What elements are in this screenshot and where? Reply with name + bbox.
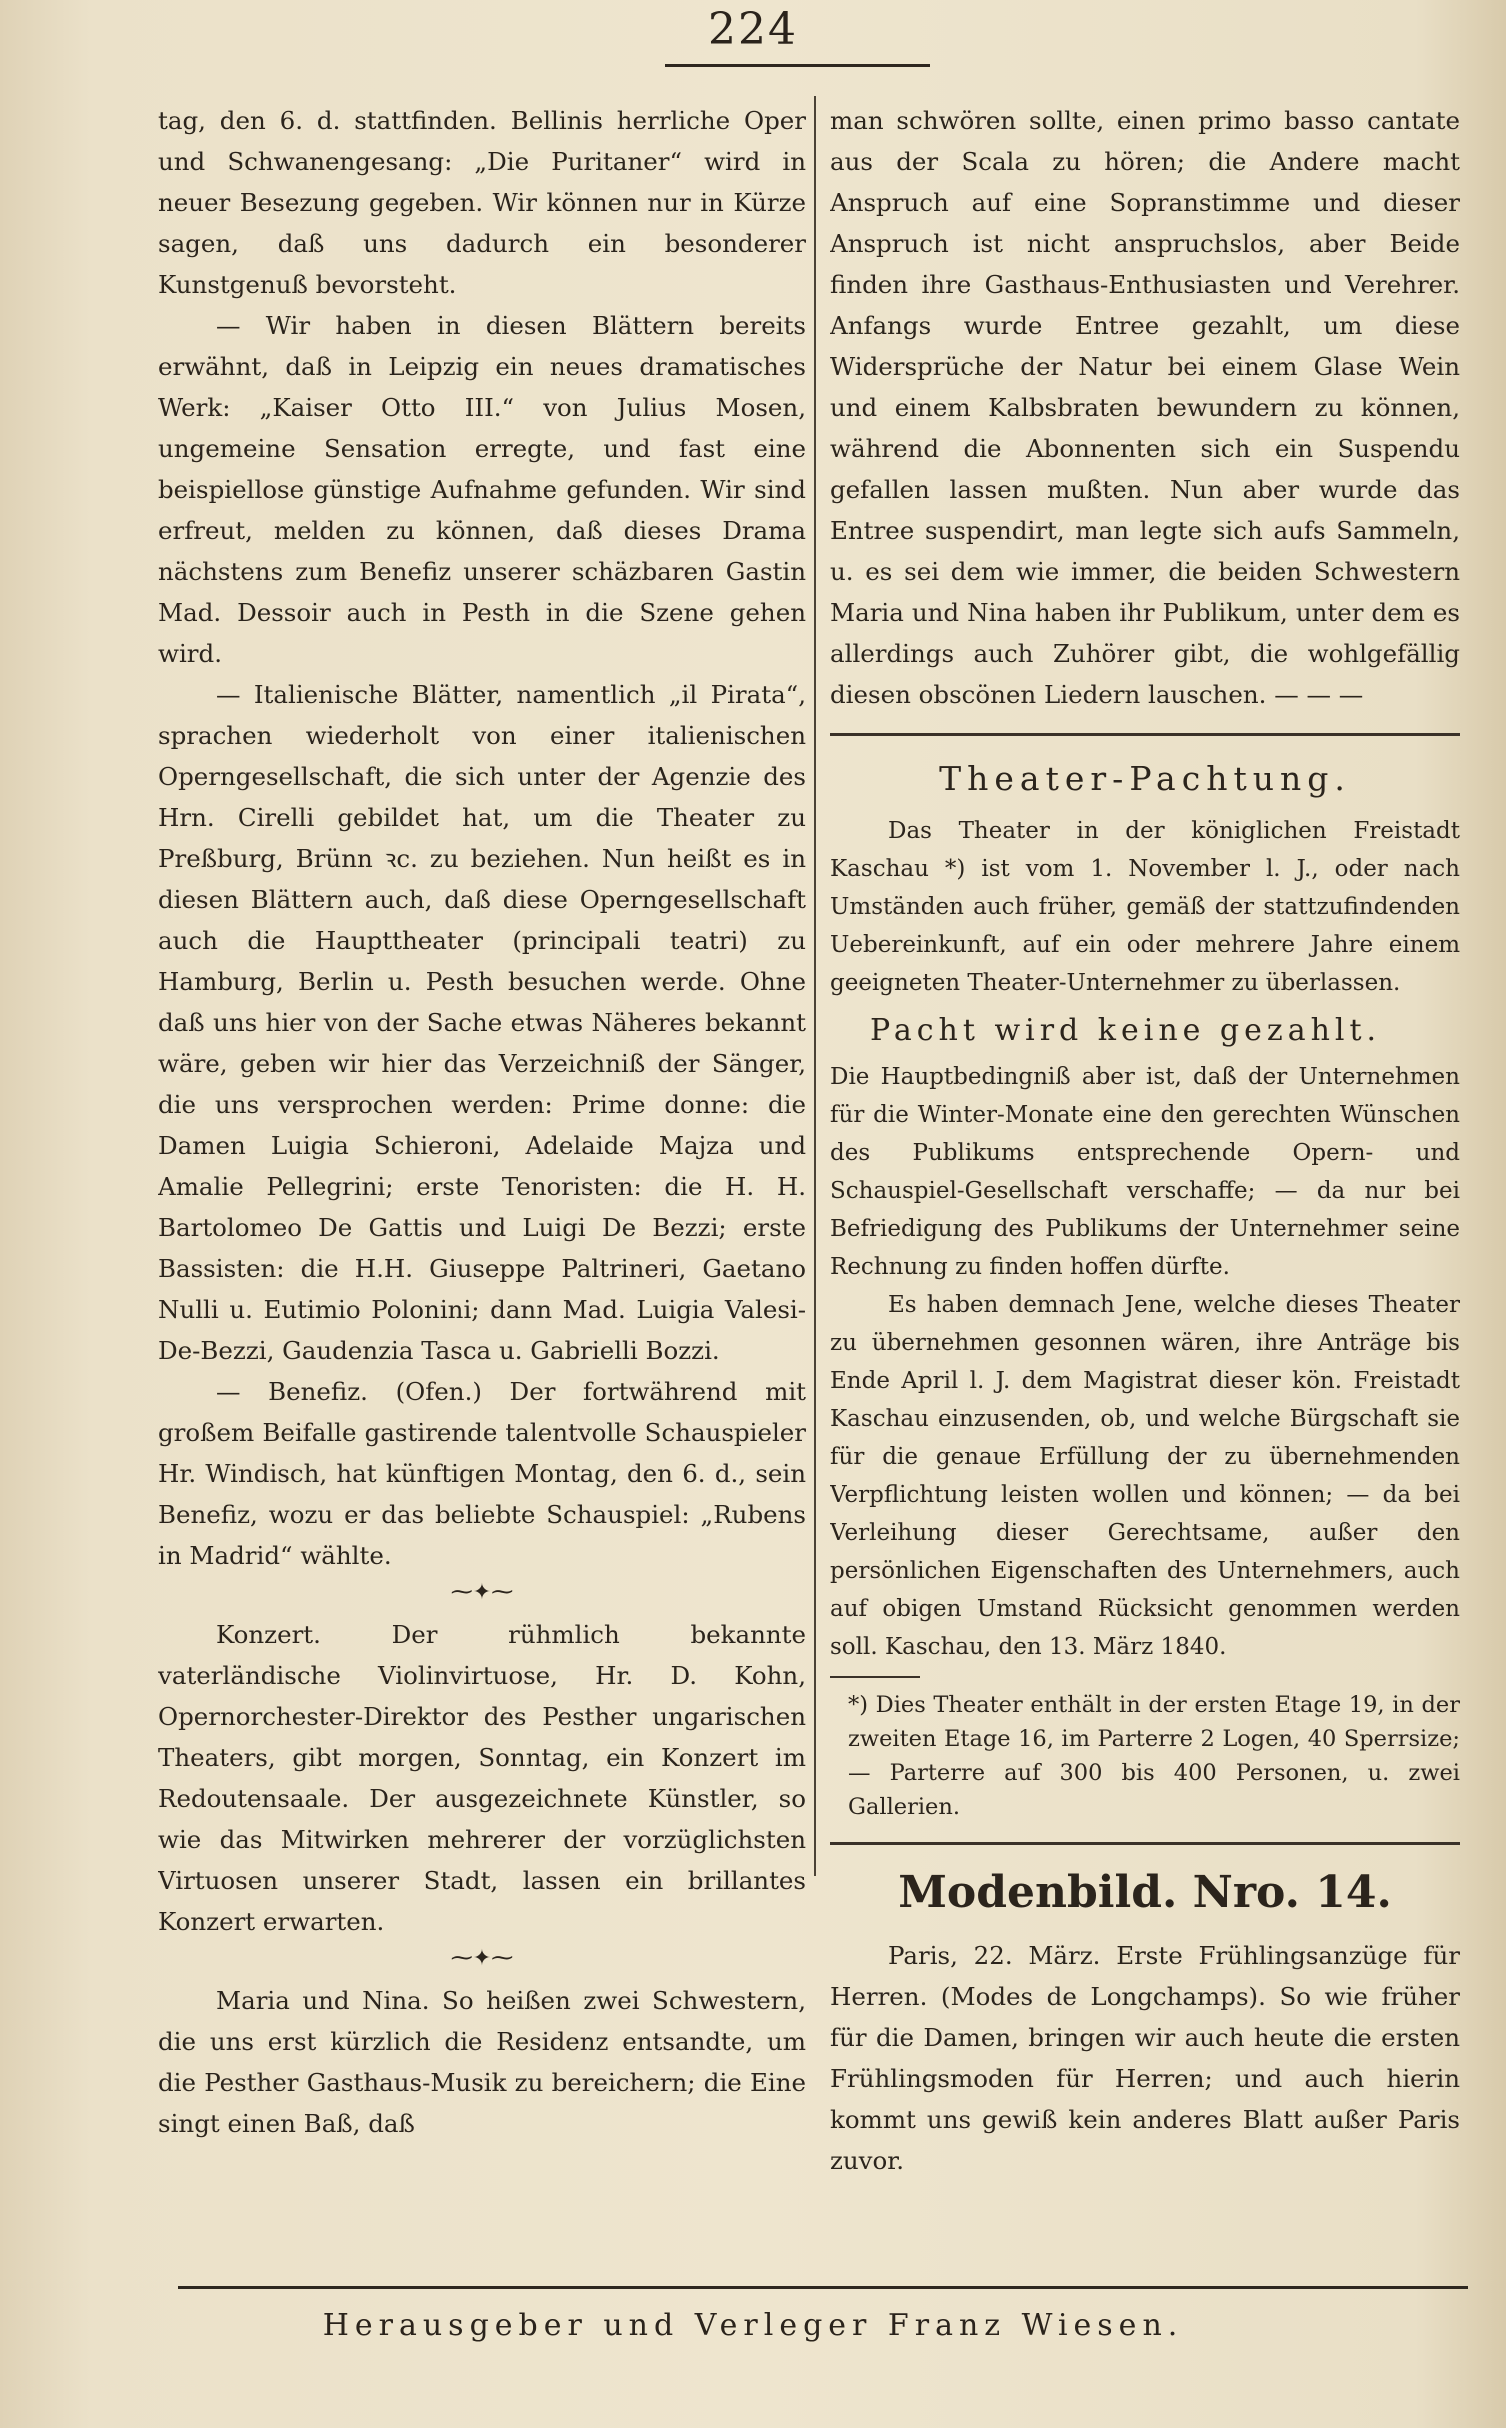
right-column	[830, 100, 1460, 2270]
theater-subheading: Pacht wird keine gezahlt.	[870, 1013, 1382, 1048]
article-konzert: Konzert. Der rühmlich bekannte vaterländische Violinvirtuose, Hr. D. Kohn, Opernorchester-Direktor des Pesther ungarischen Theaters, gibt morgen, Sonntag, ein Konzert im Redoutensaale. Der ausgezeichnete Künstler, so wie das Mitwirken mehrerer der vorzüglichsten Virtuosen unserer Stadt, lassen ein brillantes Konzert erwarten.	[158, 1620, 806, 1936]
publisher-footer: Herausgeber und Verleger Franz Wiesen.	[322, 2308, 1184, 2343]
theater-conditions: Die Hauptbedingniß aber ist, daß der Unternehmen für die Winter-Monate eine den gerechten Wünschen des Publikums entsprechende Opern- und Schauspiel-Gesellschaft verschaffe; — da nur bei Befriedigung des Publikums der Unternehmer seine Rechnung zu finden hoffen dürfte.	[830, 1064, 1460, 1280]
theater-section-title: Theater-Pachtung.	[939, 759, 1351, 798]
column-divider	[814, 96, 816, 1876]
theater-intro: Das Theater in der königlichen Freistadt Kaschau *) ist vom 1. November l. J., oder nach Umständen auch früher, gemäß der stattzufindenden Uebereinkunft, auf ein oder mehrere Jahre einem geeigneten Theater-Unternehmer zu überlassen.	[830, 818, 1460, 996]
article-maria-nina: Maria und Nina. So heißen zwei Schwestern, die uns erst kürzlich die Residenz entsandte, um die Pesther Gasthaus-Musik zu bereichern; die Eine singt einen Baß, daß	[158, 1986, 806, 2138]
section-rule	[830, 733, 1460, 736]
article-puritaner: tag, den 6. d. stattfinden. Bellinis herrliche Oper und Schwanengesang: „Die Puritaner“ wird in neuer Besezung gegeben. Wir können nur in Kürze sagen, daß uns dadurch ein besonderer Kunstgenuß bevorsteht.	[158, 106, 806, 299]
bottom-rule	[178, 2286, 1468, 2289]
article-benefiz: — Benefiz. (Ofen.) Der fortwährend mit großem Beifalle gastirende talentvolle Schauspieler Hr. Windisch, hat künftigen Montag, den 6. d., sein Benefiz, wozu er das beliebte Schauspiel: „Rubens in Madrid“ wählte.	[158, 1377, 806, 1570]
ornament-divider: ⁓✦⁓	[450, 1580, 514, 1605]
article-italian-opera: — Italienische Blätter, namentlich „il Pirata“, sprachen wiederholt von einer italienischen Operngesellschaft, die sich unter der Agenzie des Hrn. Cirelli gebildet hat, um die Theater zu Preßburg, Brünn ꝛc. zu beziehen. Nun heißt es in diesen Blättern auch, daß diese Operngesellschaft auch die Haupttheater (principali teatri) zu Hamburg, Berlin u. Pesth besuchen werde. Ohne daß uns hier von der Sache etwas Näheres bekannt wäre, geben wir hier das Verzeichniß der Sänger, die uns versprochen werden: Prime donne: die Damen Luigia Schieroni, Adelaide Majza und Amalie Pellegrini; erste Tenoristen: die H. H. Bartolomeo De Gattis und Luigi De Bezzi; erste Bassisten: die H.H. Giuseppe Paltrineri, Gaetano Nulli u. Eutimio Polonini; dann Mad. Luigia Valesi-De-Bezzi, Gaudenzia Tasca u. Gabrielli Bozzi.	[158, 680, 806, 1365]
footnote-rule	[830, 1676, 920, 1678]
article-kaiser-otto: — Wir haben in diesen Blättern bereits erwähnt, daß in Leipzig ein neues dramatisches Werk: „Kaiser Otto III.“ von Julius Mosen, ungemeine Sensation erregte, und fast eine beispiellose günstige Aufnahme gefunden. Wir sind erfreut, melden zu können, daß dieses Drama nächstens zum Benefiz unserer schäzbaren Gastin Mad. Dessoir auch in Pesth in die Szene gehen wird.	[158, 311, 806, 668]
theater-applications: Es haben demnach Jene, welche dieses Theater zu übernehmen gesonnen wären, ihre Anträge bis Ende April l. J. dem Magistrat dieser kön. Freistadt Kaschau einzusenden, ob, und welche Bürgschaft sie für die genaue Erfüllung der zu übernehmenden Verpflichtung leisten wollen und können; — da bei Verleihung dieser Gerechtsame, außer den persönlichen Eigenschaften des Unternehmers, auch auf obigen Umstand Rücksicht genommen werden soll. Kaschau, den 13. März 1840.	[830, 1292, 1460, 1660]
top-rule	[665, 64, 930, 67]
section-rule	[830, 1842, 1460, 1845]
ornament-divider: ⁓✦⁓	[450, 1946, 514, 1971]
left-column	[158, 100, 806, 2270]
theater-footnote: *) Dies Theater enthält in der ersten Etage 19, in der zweiten Etage 16, im Parterre 2 Logen, 40 Sperrsize; — Parterre auf 300 bis 400 Personen, u. zwei Gallerien.	[848, 1692, 1460, 1820]
fashion-section-title: Modenbild. Nro. 14.	[898, 1867, 1392, 1918]
fashion-article: Paris, 22. März. Erste Frühlingsanzüge für Herren. (Modes de Longchamps). So wie früher für die Damen, bringen wir auch heute die ersten Frühlingsmoden für Herren; und auch hierin kommt uns gewiß kein anderes Blatt außer Paris zuvor.	[830, 1941, 1460, 2175]
page-number: 224	[708, 4, 798, 55]
article-maria-nina-continued: man schwören sollte, einen primo basso cantate aus der Scala zu hören; die Andere macht Anspruch auf eine Sopranstimme und dieser Anspruch ist nicht anspruchslos, aber Beide finden ihre Gasthaus-Enthusiasten und Verehrer. Anfangs wurde Entree gezahlt, um diese Widersprüche der Natur bei einem Glase Wein und einem Kalbsbraten bewundern zu können, während die Abonnenten sich ein Suspendu gefallen lassen mußten. Nun aber wurde das Entree suspendirt, man legte sich aufs Sammeln, u. es sei dem wie immer, die beiden Schwestern Maria und Nina haben ihr Publikum, unter dem es allerdings auch Zuhörer gibt, die wohlgefällig diesen obscönen Liedern lauschen. — — —	[830, 106, 1460, 709]
